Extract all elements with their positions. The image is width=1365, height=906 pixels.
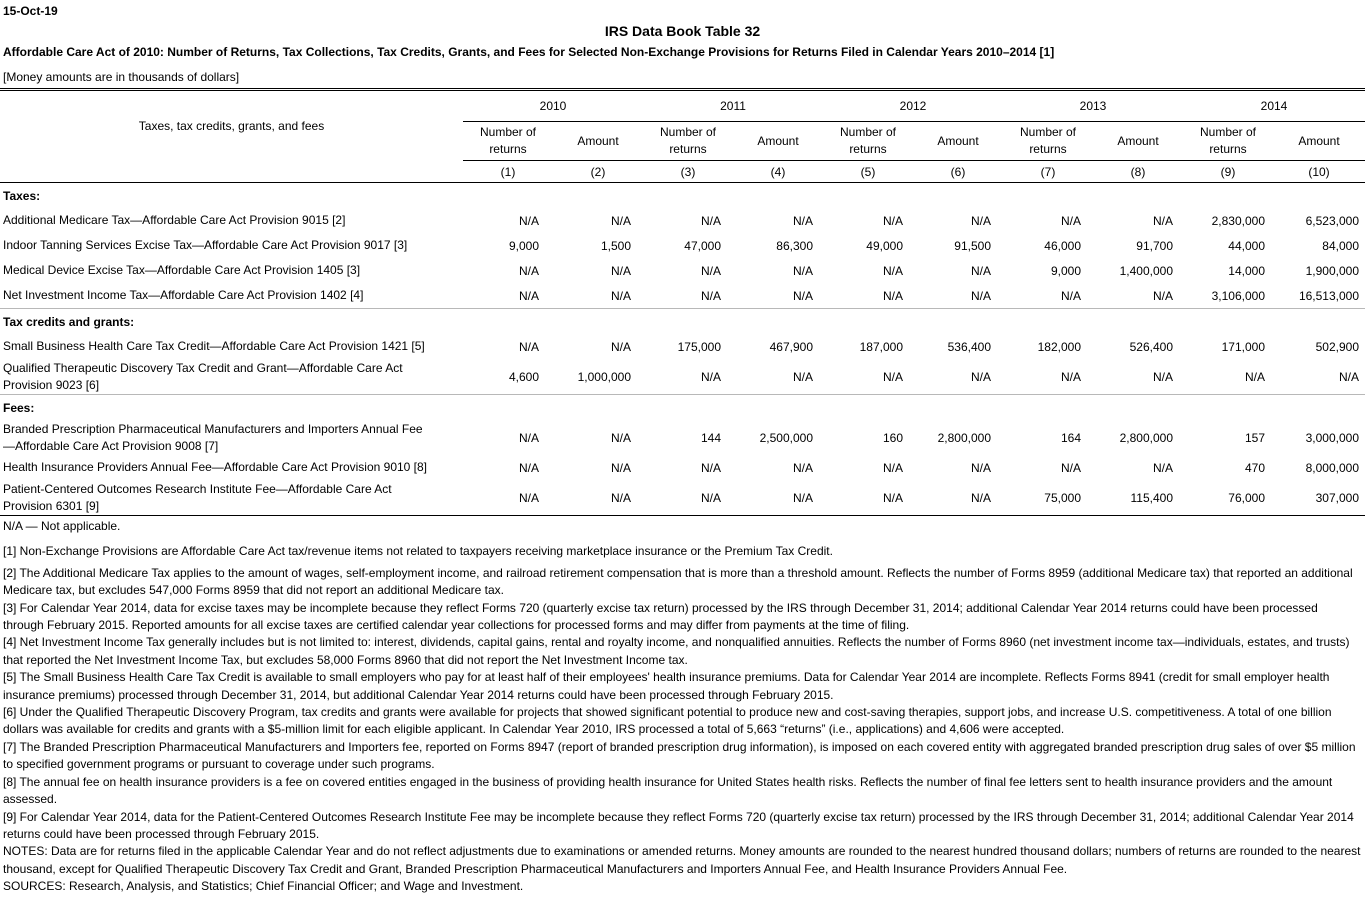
column-header-returns: Number of returns: [1183, 122, 1273, 161]
footnotes-section: [3, 518, 1361, 896]
cell-number-of-returns: 75,000: [1003, 480, 1093, 516]
table-row: [0, 283, 1365, 309]
cell-amount: 526,400: [1129, 339, 1173, 354]
cell-number-of-returns: N/A: [700, 460, 721, 475]
row-label: Additional Medicare Tax—Affordable Care Act Provision 9015 [2]: [3, 213, 346, 227]
column-number: (3): [643, 161, 733, 183]
cell-number-of-returns: 187,000: [859, 339, 903, 354]
column-number: (5): [823, 161, 913, 183]
cell-number-of-returns: 144: [700, 430, 721, 445]
cell-number-of-returns: N/A: [463, 283, 553, 309]
column-number: (8): [1093, 161, 1183, 183]
cell-amount: N/A: [553, 480, 643, 516]
column-header-amount: Amount: [553, 122, 643, 161]
cell-number-of-returns: N/A: [1060, 213, 1081, 228]
cell-amount: N/A: [610, 263, 631, 278]
cell-amount: N/A: [913, 283, 1003, 309]
row-label: Net Investment Income Tax—Affordable Care Act Provision 1402 [4]: [0, 283, 463, 309]
footnote: [5] The Small Business Health Care Tax Credit is available to small employers who pay for at least half of their employees' health insurance premiums. Data for Calendar Year 2014 are incomplete. Reflects Forms 8941 (credit for small employer health insurance premiums) processed through December 31, 2014, but additional Calendar Year 2014 returns could have been processed through February 2015.: [3, 670, 1330, 702]
cell-amount: N/A: [970, 263, 991, 278]
column-header-returns: Number of returns: [1003, 122, 1093, 161]
cell-number-of-returns: N/A: [882, 263, 903, 278]
cell-number-of-returns: 164: [1060, 430, 1081, 445]
row-label: Indoor Tanning Services Excise Tax—Affordable Care Act Provision 9017 [3]: [3, 238, 408, 252]
cell-amount: N/A: [792, 213, 813, 228]
table-row: [0, 258, 1365, 283]
table-row: [0, 359, 1365, 395]
sources-text: SOURCES: Research, Analysis, and Statistics; Chief Financial Officer; and Wage and Investment.: [3, 879, 524, 894]
cell-number-of-returns: 46,000: [1044, 238, 1081, 253]
cell-amount: 91,700: [1136, 238, 1173, 253]
cell-number-of-returns: N/A: [823, 480, 913, 516]
column-number: (6): [913, 161, 1003, 183]
cell-amount: N/A: [913, 359, 1003, 395]
cell-number-of-returns: N/A: [518, 213, 539, 228]
table-subtitle: Affordable Care Act of 2010: Number of Returns, Tax Collections, Tax Credits, Grants, and Fees for Selected Non-Exchange Provisions for Returns Filed in Calendar Years 2010–2014 [1]: [3, 45, 1055, 59]
cell-number-of-returns: N/A: [643, 480, 733, 516]
data-table: [0, 88, 1365, 516]
cell-number-of-returns: N/A: [1183, 359, 1273, 395]
cell-number-of-returns: N/A: [518, 430, 539, 445]
cell-amount: 502,900: [1315, 339, 1359, 354]
cell-number-of-returns: N/A: [823, 359, 913, 395]
cell-number-of-returns: 47,000: [684, 238, 721, 253]
cell-number-of-returns: 4,600: [463, 359, 553, 395]
cell-number-of-returns: 9,000: [1050, 263, 1081, 278]
cell-amount: N/A: [970, 460, 991, 475]
row-label: Medical Device Excise Tax—Affordable Care Act Provision 1405 [3]: [3, 263, 361, 277]
cell-amount: N/A: [733, 480, 823, 516]
column-header-amount: Amount: [913, 122, 1003, 161]
cell-amount: N/A: [1093, 283, 1183, 309]
cell-amount: N/A: [610, 430, 631, 445]
cell-amount: 2,800,000: [1119, 430, 1173, 445]
cell-amount: 307,000: [1273, 480, 1365, 516]
cell-amount: N/A: [610, 213, 631, 228]
cell-amount: N/A: [733, 359, 823, 395]
cell-number-of-returns: 171,000: [1221, 339, 1265, 354]
section-header-row: [0, 183, 1365, 209]
footnote: [9] For Calendar Year 2014, data for the Patient-Centered Outcomes Research Institute Fee may be incomplete because they reflect Forms 720 (quarterly excise tax return) processed by the IRS through December 31, 2014; additional Calendar Year 2014 returns could have been processed through February 2015.: [3, 809, 1354, 841]
column-number: (1): [463, 161, 553, 183]
year-header: 2010: [463, 91, 643, 122]
cell-number-of-returns: 175,000: [677, 339, 721, 354]
cell-amount: N/A: [1273, 359, 1365, 395]
cell-amount: N/A: [970, 213, 991, 228]
column-number: (7): [1003, 161, 1093, 183]
column-header-amount: Amount: [1273, 122, 1365, 161]
report-date: 15-Oct-19: [3, 4, 58, 18]
year-header: 2011: [643, 91, 823, 122]
cell-amount: N/A: [913, 480, 1003, 516]
cell-number-of-returns: N/A: [882, 213, 903, 228]
cell-amount: N/A: [553, 283, 643, 309]
cell-amount: N/A: [792, 460, 813, 475]
cell-amount: 91,500: [954, 238, 991, 253]
footnote: [7] The Branded Prescription Pharmaceutical Manufacturers and Importers fee, reported on Forms 8947 (report of branded prescription drug information), is imposed on each covered entity with aggregated branded prescription drug sales of over $5 million to specified government programs or pursuant to coverage under such programs.: [3, 739, 1356, 772]
cell-number-of-returns: 76,000: [1183, 480, 1273, 516]
cell-number-of-returns: 2,830,000: [1211, 213, 1265, 228]
cell-number-of-returns: N/A: [882, 460, 903, 475]
table-body: [0, 183, 1365, 516]
table-row: [0, 480, 1365, 516]
cell-number-of-returns: 14,000: [1228, 263, 1265, 278]
cell-amount: N/A: [1093, 359, 1183, 395]
column-number-spacer: [0, 161, 463, 183]
footnote: [2] The Additional Medicare Tax applies to the amount of wages, self-employment income, and railroad retirement compensation that is more than a threshold amount. Reflects the number of Forms 8959 (additional Medicare tax) that reported an additional Medicare tax, but excludes 547,000 Forms 8959 that did not report an additional Medicare tax.: [3, 565, 1353, 598]
cell-number-of-returns: 49,000: [866, 238, 903, 253]
na-legend: N/A — Not applicable.: [3, 519, 121, 533]
cell-amount: N/A: [792, 263, 813, 278]
cell-number-of-returns: N/A: [1060, 460, 1081, 475]
row-label: Qualified Therapeutic Discovery Tax Credit and Grant—Affordable Care Act Provision 9023 [6]: [0, 359, 463, 395]
table-row: [0, 455, 1365, 480]
year-header: 2014: [1183, 91, 1365, 122]
column-header-returns: Number of returns: [463, 122, 553, 161]
column-number: (2): [553, 161, 643, 183]
column-header-amount: Amount: [1093, 122, 1183, 161]
cell-amount: 8,000,000: [1305, 460, 1359, 475]
cell-number-of-returns: N/A: [463, 480, 553, 516]
units-note: [Money amounts are in thousands of dollars]: [3, 70, 240, 84]
cell-amount: 1,500: [600, 238, 631, 253]
cell-amount: 1,900,000: [1305, 263, 1359, 278]
cell-number-of-returns: N/A: [1003, 359, 1093, 395]
footnote: [6] Under the Qualified Therapeutic Discovery Program, tax credits and grants were available for projects that showed significant potential to produce new and cost-saving therapies, support jobs, and increase U.S. competitiveness. A total of one billion dollars was available for credits and grants with a $5-million limit for each eligible applicant. In Calendar Year 2010, IRS processed a total of 5,663 “returns” (i.e., applications) and 4,606 were accepted.: [3, 705, 1332, 737]
cell-number-of-returns: N/A: [700, 263, 721, 278]
year-header: 2013: [1003, 91, 1183, 122]
row-label: Health Insurance Providers Annual Fee—Affordable Care Act Provision 9010 [8]: [3, 460, 428, 474]
notes-text: NOTES: Data are for returns filed in the applicable Calendar Year and do not reflect adjustments due to examinations or amended returns. Money amounts are rounded to the nearest hundred thousand dollars; numbers of returns are rounded to the nearest thousand, except for Qualified Therapeutic Discovery Tax Credit and Grant, Branded Prescription Pharmaceutical Manufacturers and Importers Annual Fee, and Health Insurance Providers Annual Fee.: [3, 844, 1361, 876]
cell-number-of-returns: N/A: [643, 359, 733, 395]
cell-number-of-returns: 182,000: [1037, 339, 1081, 354]
section-title: Tax credits and grants:: [3, 314, 135, 329]
cell-amount: 86,300: [776, 238, 813, 253]
footnote: [4] Net Investment Income Tax generally includes but is not limited to: interest, dividends, capital gains, rental and royalty income, and nonqualified annuities. Reflects the number of Forms 8960 (net investment income tax—individuals, estates, and trusts) that reported the Net Investment Income Tax, but excludes 58,000 Forms 8960 that did not report the Net Investment Income tax.: [3, 635, 1350, 667]
column-number: (10): [1273, 161, 1365, 183]
column-header-amount: Amount: [733, 122, 823, 161]
cell-amount: 16,513,000: [1273, 283, 1365, 309]
column-number-row: [0, 161, 1365, 183]
year-header: 2012: [823, 91, 1003, 122]
row-label: Patient-Centered Outcomes Research Institute Fee—Affordable Care Act Provision 6301 [9]: [0, 480, 463, 516]
section-title: Taxes:: [3, 188, 41, 203]
row-label: Small Business Health Care Tax Credit—Affordable Care Act Provision 1421 [5]: [3, 339, 425, 353]
cell-number-of-returns: 470: [1244, 460, 1265, 475]
footnote: [1] Non-Exchange Provisions are Affordable Care Act tax/revenue items not related to taxpayers receiving marketplace insurance or the Premium Tax Credit.: [3, 544, 833, 559]
cell-amount: 115,400: [1093, 480, 1183, 516]
cell-amount: N/A: [610, 460, 631, 475]
cell-number-of-returns: N/A: [643, 283, 733, 309]
cell-number-of-returns: N/A: [1003, 283, 1093, 309]
cell-amount: N/A: [610, 339, 631, 354]
cell-number-of-returns: 44,000: [1228, 238, 1265, 253]
section-header-row: [0, 395, 1365, 421]
column-header-description: Taxes, tax credits, grants, and fees: [138, 118, 325, 133]
column-header-returns: Number of returns: [643, 122, 733, 161]
table-row: [0, 420, 1365, 455]
column-number: (9): [1183, 161, 1273, 183]
cell-number-of-returns: N/A: [823, 283, 913, 309]
cell-number-of-returns: 160: [882, 430, 903, 445]
page-title: IRS Data Book Table 32: [604, 23, 761, 39]
cell-amount: N/A: [733, 283, 823, 309]
cell-amount: 467,900: [769, 339, 813, 354]
table-row: [0, 233, 1365, 258]
column-number: (4): [733, 161, 823, 183]
cell-number-of-returns: N/A: [518, 263, 539, 278]
cell-amount: 536,400: [947, 339, 991, 354]
table-row: [0, 208, 1365, 233]
row-label: Branded Prescription Pharmaceutical Manufacturers and Importers Annual Fee—Affordable Care Act Provision 9008 [7]: [3, 421, 423, 453]
column-header-returns: Number of returns: [823, 122, 913, 161]
cell-amount: 2,800,000: [937, 430, 991, 445]
cell-number-of-returns: 157: [1244, 430, 1265, 445]
cell-amount: 6,523,000: [1305, 213, 1359, 228]
table-row: [0, 334, 1365, 359]
year-header-row: [0, 91, 1365, 122]
cell-number-of-returns: N/A: [518, 460, 539, 475]
cell-number-of-returns: N/A: [700, 213, 721, 228]
cell-number-of-returns: N/A: [518, 339, 539, 354]
cell-amount: 84,000: [1322, 238, 1359, 253]
cell-amount: 2,500,000: [759, 430, 813, 445]
cell-amount: 1,000,000: [553, 359, 643, 395]
section-title: Fees:: [3, 400, 35, 415]
footnote: [3] For Calendar Year 2014, data for excise taxes may be incomplete because they reflect Forms 720 (quarterly excise tax return) processed by the IRS through December 31, 2014; additional Calendar Year 2014 returns could have been processed through February 2015. Reported amounts for all excise taxes are certified calendar year collections for processed forms and may differ from payments at the time of filing.: [3, 600, 1318, 633]
cell-number-of-returns: 9,000: [508, 238, 539, 253]
footnote: [8] The annual fee on health insurance providers is a fee on covered entities engaged in the business of providing health insurance for United States health risks. Reflects the number of final fee letters sent to health insurance providers and the amount assessed.: [3, 774, 1333, 807]
cell-amount: 1,400,000: [1119, 263, 1173, 278]
cell-number-of-returns: 3,106,000: [1183, 283, 1273, 309]
cell-amount: 3,000,000: [1305, 430, 1359, 445]
cell-amount: N/A: [1152, 213, 1173, 228]
cell-amount: N/A: [1152, 460, 1173, 475]
section-header-row: [0, 309, 1365, 335]
